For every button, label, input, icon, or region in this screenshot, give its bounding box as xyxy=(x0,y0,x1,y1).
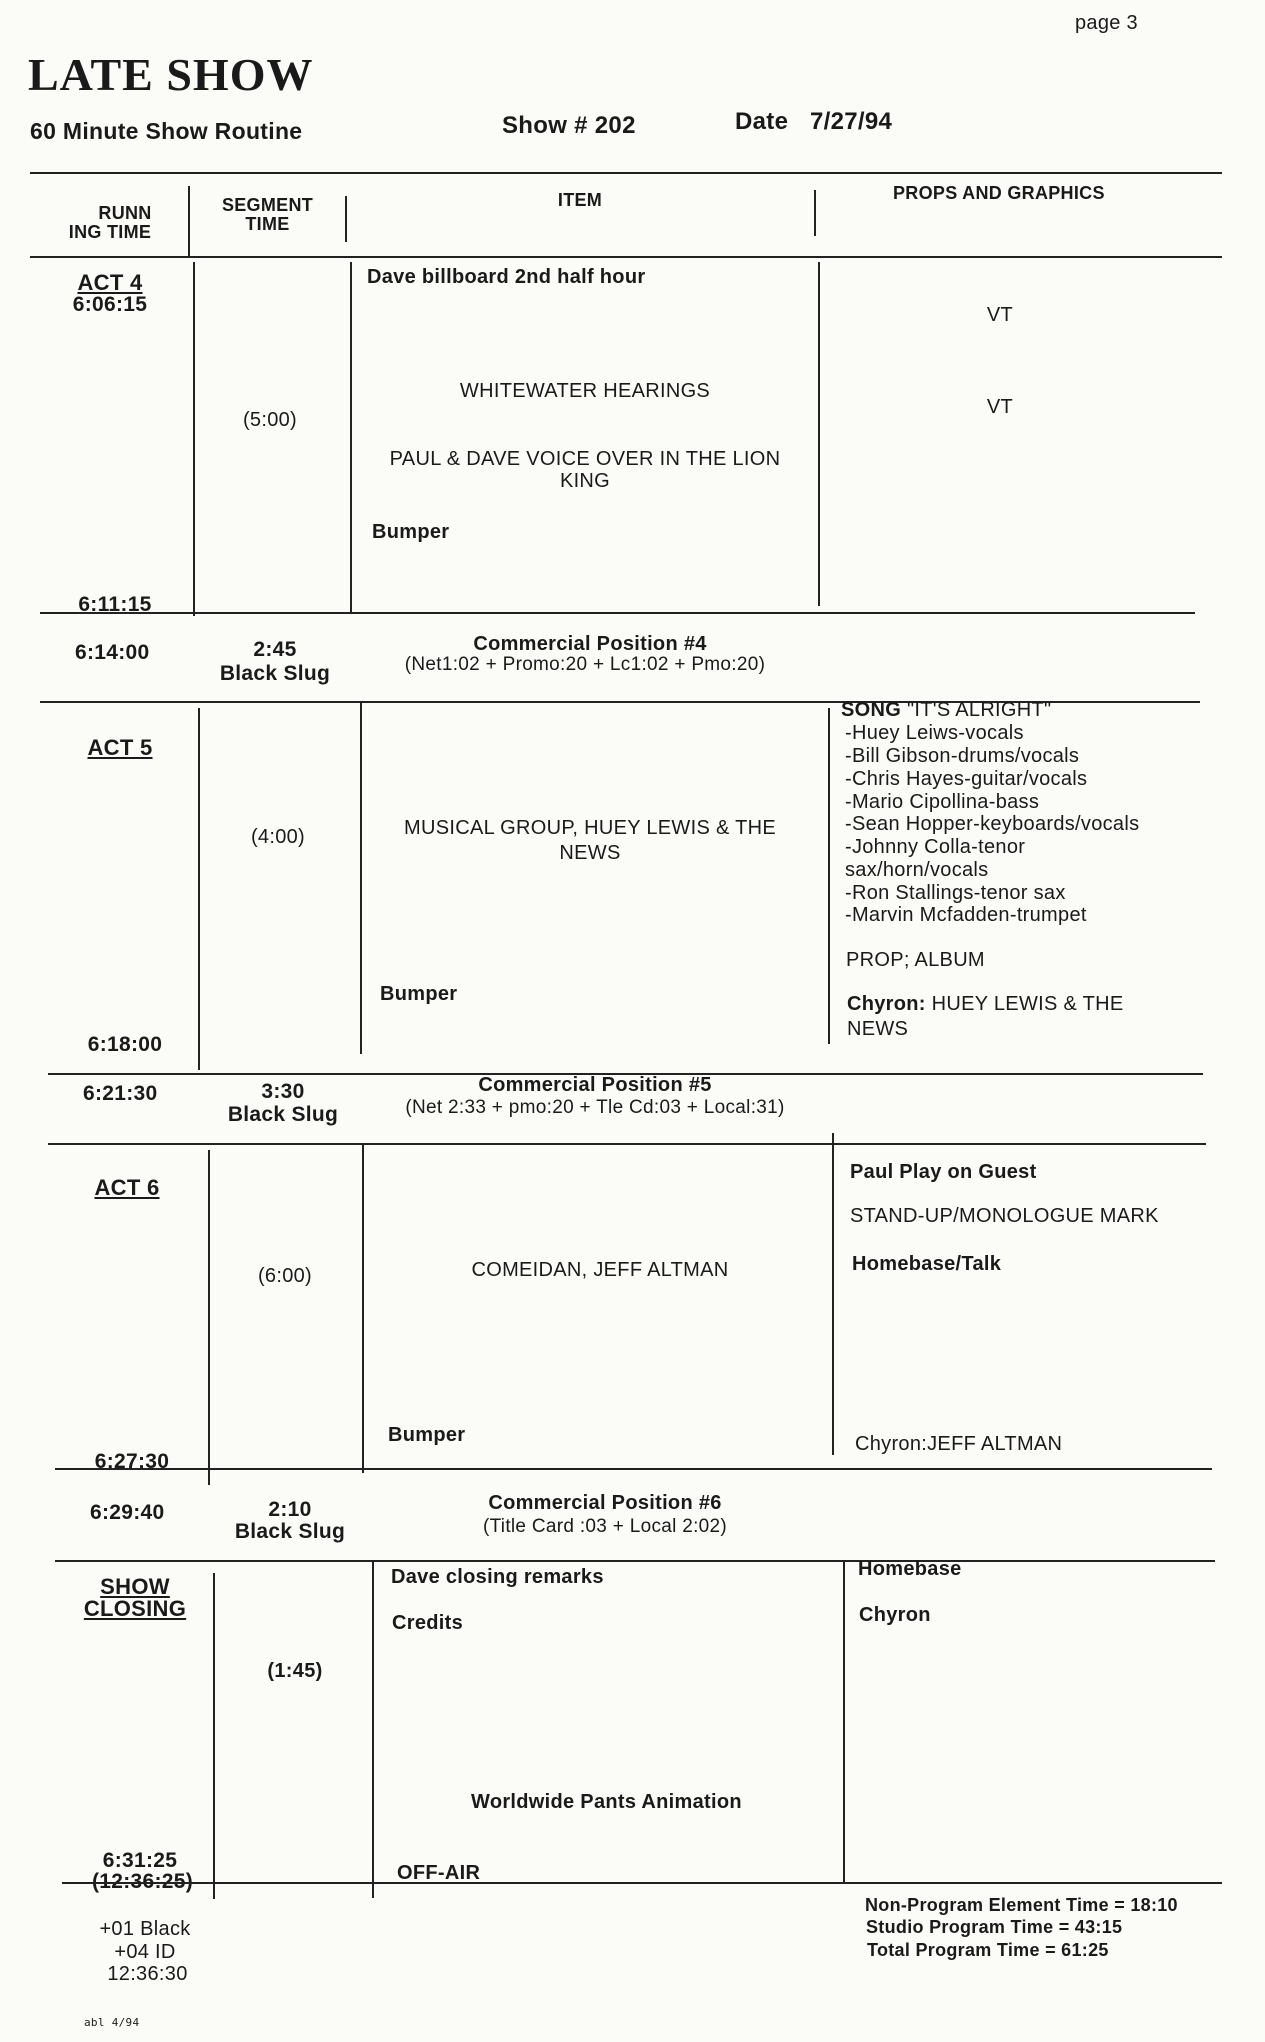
band-member: -Huey Leiws-vocals xyxy=(845,722,1024,744)
row-rule xyxy=(55,1560,1215,1562)
column-divider xyxy=(372,1562,374,1898)
column-divider xyxy=(193,262,195,616)
row-rule xyxy=(62,1882,1222,1884)
act4-item: WHITEWATER HEARINGS xyxy=(459,380,711,402)
act6-segment-time: (6:00) xyxy=(257,1265,313,1287)
closing-end-total: (12:36:25) xyxy=(91,1870,194,1893)
closing-item: OFF-AIR xyxy=(397,1862,481,1884)
act5-label: ACT 5 xyxy=(87,735,153,760)
closing-label-2: CLOSING xyxy=(83,1596,187,1621)
column-divider xyxy=(362,1143,364,1473)
commercial6-title: Commercial Position #6 xyxy=(488,1492,722,1514)
act4-label: ACT 4 xyxy=(77,270,143,295)
commercial6-slug: Black Slug xyxy=(234,1520,346,1543)
band-member: -Johnny Colla-tenor xyxy=(845,836,1026,858)
act4-item: PAUL & DAVE VOICE OVER IN THE LION xyxy=(389,448,781,470)
commercial5-detail: (Net 2:33 + pmo:20 + Tle Cd:03 + Local:31) xyxy=(405,1097,785,1118)
column-divider xyxy=(198,708,200,1070)
header-bottom-rule xyxy=(30,256,1222,258)
header-props: PROPS AND GRAPHICS xyxy=(893,183,1105,203)
band-member: sax/horn/vocals xyxy=(845,859,989,881)
act6-label: ACT 6 xyxy=(94,1175,160,1200)
column-divider xyxy=(832,1133,834,1455)
commercial5-slug: Black Slug xyxy=(227,1103,339,1126)
closing-item: Worldwide Pants Animation xyxy=(471,1791,742,1813)
closing-segment-time: (1:45) xyxy=(267,1660,323,1682)
commercial5-time: 6:21:30 xyxy=(83,1082,158,1105)
column-divider xyxy=(208,1150,210,1485)
header-divider xyxy=(188,186,190,258)
act6-end-time: 6:27:30 xyxy=(94,1450,170,1473)
act5-segment-time: (4:00) xyxy=(250,826,306,848)
act5-item: NEWS xyxy=(559,842,621,864)
commercial6-duration: 2:10 xyxy=(268,1498,312,1521)
row-rule xyxy=(40,612,1195,614)
subtitle: 60 Minute Show Routine xyxy=(30,118,303,144)
commercial4-time: 6:14:00 xyxy=(75,641,150,664)
band-member: -Ron Stallings-tenor sax xyxy=(845,882,1066,904)
commercial5-title: Commercial Position #5 xyxy=(478,1074,712,1096)
act4-prop: VT xyxy=(986,396,1014,418)
commercial5-duration: 3:30 xyxy=(261,1080,305,1103)
closing-item: Dave closing remarks xyxy=(391,1566,604,1588)
header-divider xyxy=(345,196,347,242)
column-divider xyxy=(818,262,820,606)
header-running-1: RUNN xyxy=(98,203,152,223)
closing-prop: Chyron xyxy=(859,1604,931,1626)
band-member: -Mario Cipollina-bass xyxy=(845,791,1040,813)
chyron-label: Chyron: xyxy=(847,993,926,1015)
band-member: -Chris Hayes-guitar/vocals xyxy=(845,768,1088,790)
footer-final-time: 12:36:30 xyxy=(107,1963,188,1985)
column-divider xyxy=(828,708,830,1044)
form-code: abl 4/94 xyxy=(84,2016,140,2029)
act5-song xyxy=(841,699,1051,722)
studio-program-time: Studio Program Time = 43:15 xyxy=(866,1917,1123,1937)
act4-segment-time: (5:00) xyxy=(242,409,298,431)
header-running-2: ING TIME xyxy=(68,222,152,242)
header-segment-1: SEGMENT xyxy=(221,195,314,215)
column-divider xyxy=(843,1562,845,1884)
act6-item: Bumper xyxy=(388,1424,466,1446)
song-title: "IT'S ALRIGHT" xyxy=(906,699,1052,721)
act4-prop: VT xyxy=(986,304,1014,326)
page-title: LATE SHOW xyxy=(28,49,314,100)
act5-item: Bumper xyxy=(380,983,458,1005)
header-top-rule xyxy=(30,172,1222,174)
header-item: ITEM xyxy=(557,190,603,210)
show-number: Show # 202 xyxy=(502,112,636,139)
footer-black: +01 Black xyxy=(99,1918,191,1940)
header-divider xyxy=(814,190,816,236)
commercial4-detail: (Net1:02 + Promo:20 + Lc1:02 + Pmo:20) xyxy=(404,654,766,675)
footer-id: +04 ID xyxy=(114,1941,176,1963)
header-segment-2: TIME xyxy=(245,214,290,234)
act5-chyron xyxy=(847,993,1124,1016)
closing-prop: Homebase xyxy=(858,1558,962,1580)
act4-item: KING xyxy=(559,470,611,492)
act6-prop: Paul Play on Guest xyxy=(850,1161,1037,1183)
act5-end-time: 6:18:00 xyxy=(87,1033,163,1056)
act5-chyron-2: NEWS xyxy=(847,1018,909,1040)
act6-prop: STAND-UP/MONOLOGUE MARK xyxy=(850,1205,1159,1227)
band-member: -Bill Gibson-drums/vocals xyxy=(845,745,1080,767)
chyron-text: HUEY LEWIS & THE xyxy=(931,993,1124,1015)
commercial6-time: 6:29:40 xyxy=(90,1501,165,1524)
commercial4-duration: 2:45 xyxy=(253,638,297,661)
act4-end-time: 6:11:15 xyxy=(78,593,152,616)
band-member: -Marvin Mcfadden-trumpet xyxy=(845,904,1087,926)
band-member: -Sean Hopper-keyboards/vocals xyxy=(845,813,1140,835)
closing-end-time: 6:31:25 xyxy=(102,1849,178,1872)
non-program-time: Non-Program Element Time = 18:10 xyxy=(865,1895,1178,1915)
total-program-time: Total Program Time = 61:25 xyxy=(867,1940,1109,1960)
act4-start-time: 6:06:15 xyxy=(72,293,148,316)
act6-item: COMEIDAN, JEFF ALTMAN xyxy=(471,1259,729,1281)
row-rule xyxy=(55,1468,1212,1470)
column-divider xyxy=(350,262,352,612)
act5-item: MUSICAL GROUP, HUEY LEWIS & THE xyxy=(404,817,776,839)
commercial4-title: Commercial Position #4 xyxy=(473,633,707,655)
closing-item: Credits xyxy=(392,1612,464,1634)
date-label: Date xyxy=(735,108,789,135)
commercial4-slug: Black Slug xyxy=(219,662,331,685)
date-value: 7/27/94 xyxy=(810,108,893,135)
act4-item: Dave billboard 2nd half hour xyxy=(367,266,646,288)
act4-item: Bumper xyxy=(372,521,450,543)
row-rule xyxy=(48,1143,1206,1145)
act5-prop: PROP; ALBUM xyxy=(846,949,985,971)
act6-chyron: Chyron:JEFF ALTMAN xyxy=(855,1433,1063,1455)
column-divider xyxy=(360,702,362,1054)
song-label: SONG xyxy=(841,699,902,721)
page-number: page 3 xyxy=(1075,12,1138,34)
commercial6-detail: (Title Card :03 + Local 2:02) xyxy=(482,1516,728,1537)
column-divider xyxy=(213,1573,215,1899)
closing-label-1: SHOW xyxy=(100,1574,170,1599)
act6-prop: Homebase/Talk xyxy=(852,1253,1002,1275)
